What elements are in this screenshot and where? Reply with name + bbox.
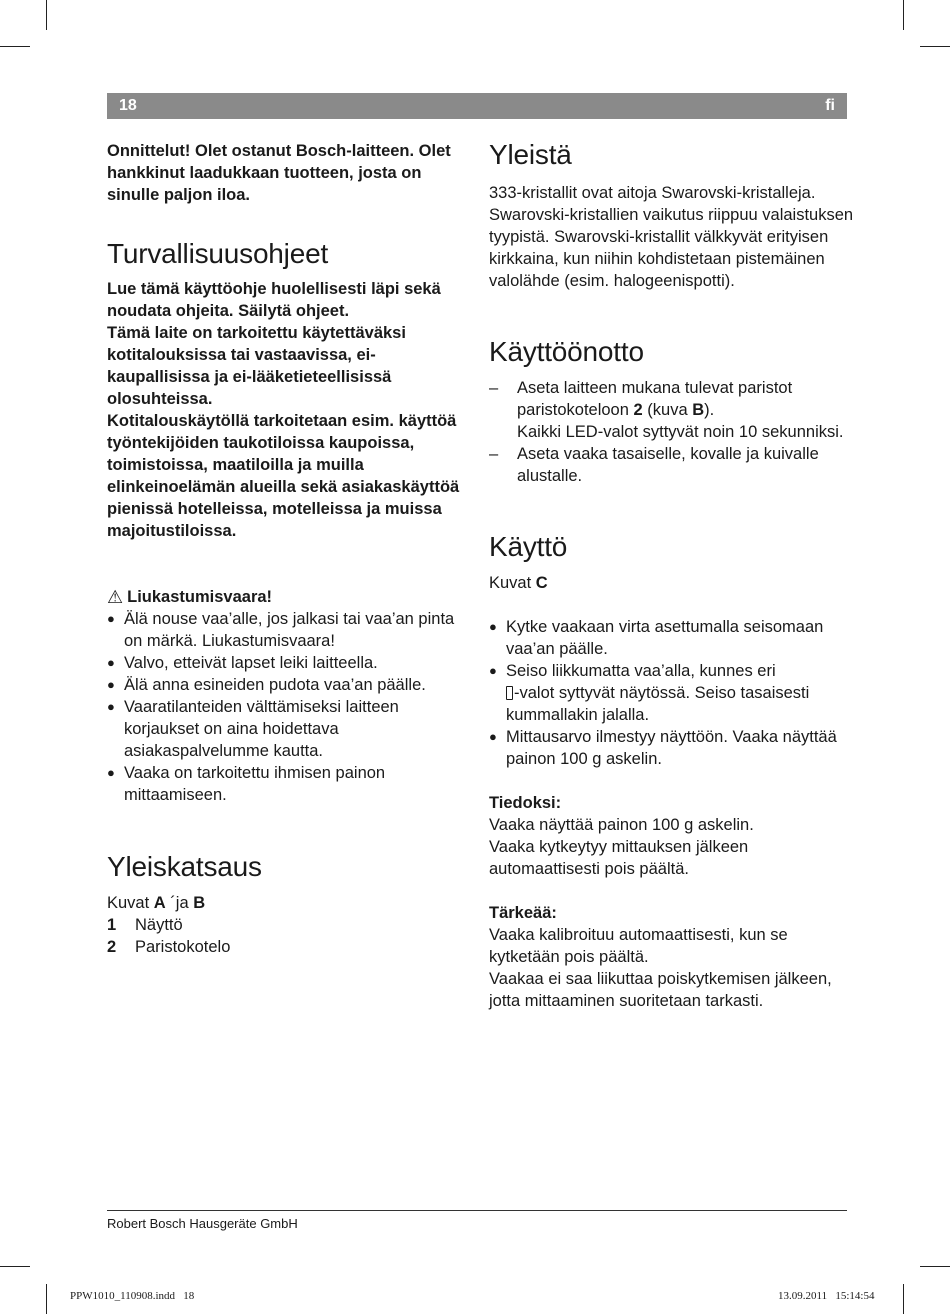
- use-title: Käyttö: [489, 531, 568, 562]
- list-item: ● Vaaka on tarkoitettu ihmisen painon mittaamiseen.: [107, 762, 467, 806]
- crop-mark: [0, 1266, 30, 1267]
- footer-company: Robert Bosch Hausgeräte GmbH: [107, 1216, 298, 1231]
- warning-triangle-icon: ⚠: [107, 587, 124, 607]
- warning-list: [107, 608, 467, 806]
- crop-mark: [920, 1266, 950, 1267]
- part-item: [107, 914, 467, 936]
- general-text: 333-kristallit ovat aitoja Swarovski-kristalleja. Swarovski-kristallien vaikutus riippuu valaistuksen tyypistä. Swarovski-kristallit välkkyvät erityisen kirkkaina, kun niihin kohdistetaan pistemäinen valolähde (esim. halogeenispotti).: [489, 184, 854, 290]
- crop-mark: [0, 46, 30, 47]
- general-title: Yleistä: [489, 139, 572, 170]
- important-text: Vaakaa ei saa liikuttaa poiskytkemisen jälkeen, jotta mittaaminen suoritetaan tarkasti.: [489, 970, 832, 1010]
- overview-figures: [107, 892, 467, 914]
- setup-text: ).: [704, 401, 715, 419]
- crop-mark: [903, 1284, 904, 1314]
- list-item: [489, 377, 854, 443]
- setup-text: Kaikki LED-valot syttyvät noin 10 sekunniksi.: [517, 423, 844, 441]
- page-number: 18: [119, 97, 137, 114]
- warning-heading: [107, 586, 467, 608]
- crop-mark: [903, 0, 904, 30]
- part-ref: 2: [633, 401, 643, 419]
- figures-label: Kuvat: [489, 574, 536, 592]
- note-title: Tiedoksi:: [489, 794, 562, 812]
- setup-text: (kuva: [642, 401, 693, 419]
- figure-ref: A: [153, 894, 166, 912]
- setup-title: Käyttöönotto: [489, 336, 644, 367]
- part-label: Paristokotelo: [135, 938, 231, 956]
- note-text: Vaaka näyttää painon 100 g askelin.: [489, 816, 754, 834]
- list-item: ● Älä nouse vaa’alle, jos jalkasi tai vaa’an pinta on märkä. Liukastumisvaara!: [107, 608, 467, 652]
- setup-list: [489, 377, 854, 487]
- crop-mark: [920, 46, 950, 47]
- print-slug-date: 13.09.2011 15:14:54: [778, 1290, 875, 1302]
- part-number: 1: [107, 916, 117, 934]
- use-figures: [489, 572, 854, 594]
- language-code: fi: [825, 97, 835, 114]
- footer-divider: [107, 1210, 847, 1211]
- figures-label: Kuvat: [107, 894, 154, 912]
- figure-ref: C: [535, 574, 548, 592]
- parts-list: [107, 914, 467, 958]
- use-text: -valot syttyvät näytössä. Seiso tasaisesti kummallakin jalalla.: [506, 684, 810, 724]
- list-item: ● Älä anna esineiden pudota vaa’an päälle.: [107, 674, 467, 696]
- setup-text: Aseta laitteen mukana tulevat paristot paristokoteloon: [517, 379, 793, 419]
- list-item: – Aseta vaaka tasaiselle, kovalle ja kuivalle alustalle.: [489, 443, 854, 487]
- important-text: Vaaka kalibroituu automaattisesti, kun se kytketään pois päältä.: [489, 926, 788, 966]
- safety-paragraph: Kotitalouskäytöllä tarkoitetaan esim. käyttöä työntekijöiden taukotiloissa kaupoissa, toimistoissa, maatiloilla ja muilla elinkeinoelämän alueilla sekä asiakaskäyttöä pienissä hotelleissa, motelleissa ja muissa majoitustiloissa.: [107, 412, 460, 540]
- list-item: [489, 660, 854, 726]
- figure-ref: B: [193, 894, 206, 912]
- print-slug-file: PPW1010_110908.indd 18: [70, 1290, 195, 1302]
- part-label: Näyttö: [135, 916, 183, 934]
- intro-text: Onnittelut! Olet ostanut Bosch-laitteen. Olet hankkinut laadukkaan tuotteen, josta on sinulle paljon iloa.: [107, 142, 451, 204]
- part-item: [107, 936, 467, 958]
- safety-title: Turvallisuusohjeet: [107, 238, 329, 269]
- list-item: ● Vaaratilanteiden välttämiseksi laitteen korjaukset on aina hoidettava asiakaspalvelumme kautta.: [107, 696, 467, 762]
- use-text: Seiso liikkumatta vaa’alla, kunnes eri: [506, 662, 776, 680]
- segment-zero-icon: [506, 686, 513, 700]
- warning-block: [107, 586, 467, 806]
- figures-conjunction: ´ja: [165, 894, 194, 912]
- list-item: ● Valvo, etteivät lapset leiki laitteella.: [107, 652, 467, 674]
- use-list: [489, 616, 854, 770]
- list-item: ● Kytke vaakaan virta asettumalla seisomaan vaa’an päälle.: [489, 616, 854, 660]
- crop-mark: [46, 0, 47, 30]
- left-column: [107, 140, 467, 958]
- note-text: Vaaka kytkeytyy mittauksen jälkeen automaattisesti pois päältä.: [489, 838, 749, 878]
- page-header: [107, 93, 847, 119]
- figure-ref: B: [692, 401, 705, 419]
- part-number: 2: [107, 938, 117, 956]
- overview-title: Yleiskatsaus: [107, 851, 262, 882]
- list-item: ● Mittausarvo ilmestyy näyttöön. Vaaka näyttää painon 100 g askelin.: [489, 726, 854, 770]
- crop-mark: [46, 1284, 47, 1314]
- right-column: [489, 140, 854, 1012]
- warning-title: Liukastumisvaara!: [127, 588, 273, 606]
- safety-paragraph: Lue tämä käyttöohje huolellisesti läpi sekä noudata ohjeita. Säilytä ohjeet.: [107, 280, 441, 320]
- important-title: Tärkeää:: [489, 904, 557, 922]
- safety-paragraph: Tämä laite on tarkoitettu käytettäväksi kotitalouksissa tai vastaavissa, ei-kaupallisissa ja ei-lääketieteellisissä olosuhteissa.: [107, 324, 406, 408]
